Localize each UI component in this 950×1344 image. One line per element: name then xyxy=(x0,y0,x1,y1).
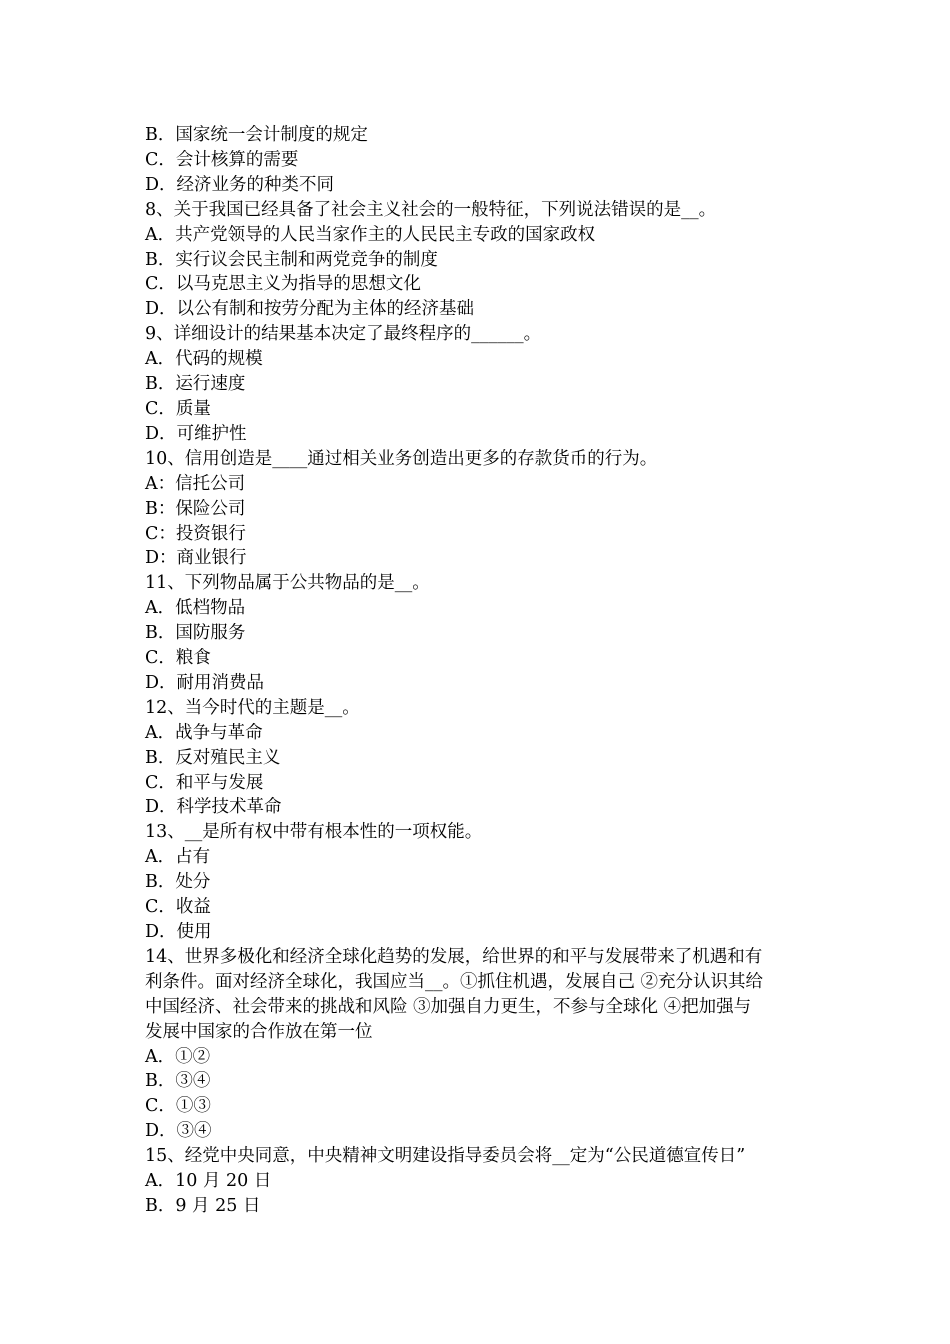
answer-option: D．经济业务的种类不同 xyxy=(145,174,335,195)
answer-option: D．使用 xyxy=(145,922,212,942)
answer-option: A：信托公司 xyxy=(145,473,246,494)
question-text-line: 14、世界多极化和经济全球化趋势的发展，给世界的和平与发展带来了机遇和有 xyxy=(145,946,763,967)
answer-option: D．可维护性 xyxy=(145,423,247,444)
question-text-line: 13、__是所有权中带有根本性的一项权能。 xyxy=(145,822,483,843)
answer-option: A．低档物品 xyxy=(145,598,246,619)
question-text-line: 11、下列物品属于公共物品的是__。 xyxy=(145,573,430,594)
answer-option: B：保险公司 xyxy=(145,498,246,519)
answer-option: C．粮食 xyxy=(145,648,211,669)
answer-option: D．以公有制和按劳分配为主体的经济基础 xyxy=(145,299,475,320)
answer-option: D．科学技术革命 xyxy=(145,797,282,818)
question-text-line: 10、信用创造是____通过相关业务创造出更多的存款货币的行为。 xyxy=(145,448,658,469)
question-text-line: 中国经济、社会带来的挑战和风险 ③加强自力更生，不参与全球化 ④把加强与 xyxy=(145,996,752,1017)
answer-option: B．国防服务 xyxy=(145,623,246,644)
answer-option: B．国家统一会计制度的规定 xyxy=(145,125,368,145)
answer-option: C．以马克思主义为指导的思想文化 xyxy=(145,274,421,295)
answer-option: B．9 月 25 日 xyxy=(145,1195,261,1216)
question-text-line: 发展中国家的合作放在第一位 xyxy=(145,1021,373,1042)
answer-option: B．实行议会民主制和两党竞争的制度 xyxy=(145,249,438,270)
question-text-line: 9、详细设计的结果基本决定了最终程序的______。 xyxy=(145,324,542,345)
answer-option: D．③④ xyxy=(145,1121,212,1142)
answer-option: B．③④ xyxy=(145,1071,211,1092)
answer-option: A．战争与革命 xyxy=(145,722,263,743)
answer-option: C．收益 xyxy=(145,897,211,918)
answer-option: B．处分 xyxy=(145,872,211,893)
answer-option: A．共产党领导的人民当家作主的人民民主专政的国家政权 xyxy=(145,224,596,245)
answer-option: C．会计核算的需要 xyxy=(145,149,299,170)
answer-option: C：投资银行 xyxy=(145,523,246,544)
answer-option: D：商业银行 xyxy=(145,548,247,569)
answer-option: D．耐用消费品 xyxy=(145,672,265,693)
question-text-line: 15、经党中央同意，中央精神文明建设指导委员会将__定为“公民道德宣传日” xyxy=(145,1146,746,1167)
answer-option: B．反对殖民主义 xyxy=(145,747,281,768)
answer-option: C．质量 xyxy=(145,398,211,419)
answer-option: B．运行速度 xyxy=(145,374,246,395)
question-text-line: 12、当今时代的主题是__。 xyxy=(145,697,360,718)
question-text-line: 利条件。面对经济全球化，我国应当__。①抓住机遇，发展自己 ②充分认识其给 xyxy=(145,971,764,992)
answer-option: C．和平与发展 xyxy=(145,772,264,793)
question-text-line: 8、关于我国已经具备了社会主义社会的一般特征，下列说法错误的是__。 xyxy=(145,199,717,220)
answer-option: A．10 月 20 日 xyxy=(145,1171,272,1192)
answer-option: A．代码的规模 xyxy=(145,349,263,370)
document-body xyxy=(145,123,810,1219)
answer-option: C．①③ xyxy=(145,1096,211,1117)
answer-option: A．占有 xyxy=(145,847,211,868)
answer-option: A．①② xyxy=(145,1046,211,1067)
